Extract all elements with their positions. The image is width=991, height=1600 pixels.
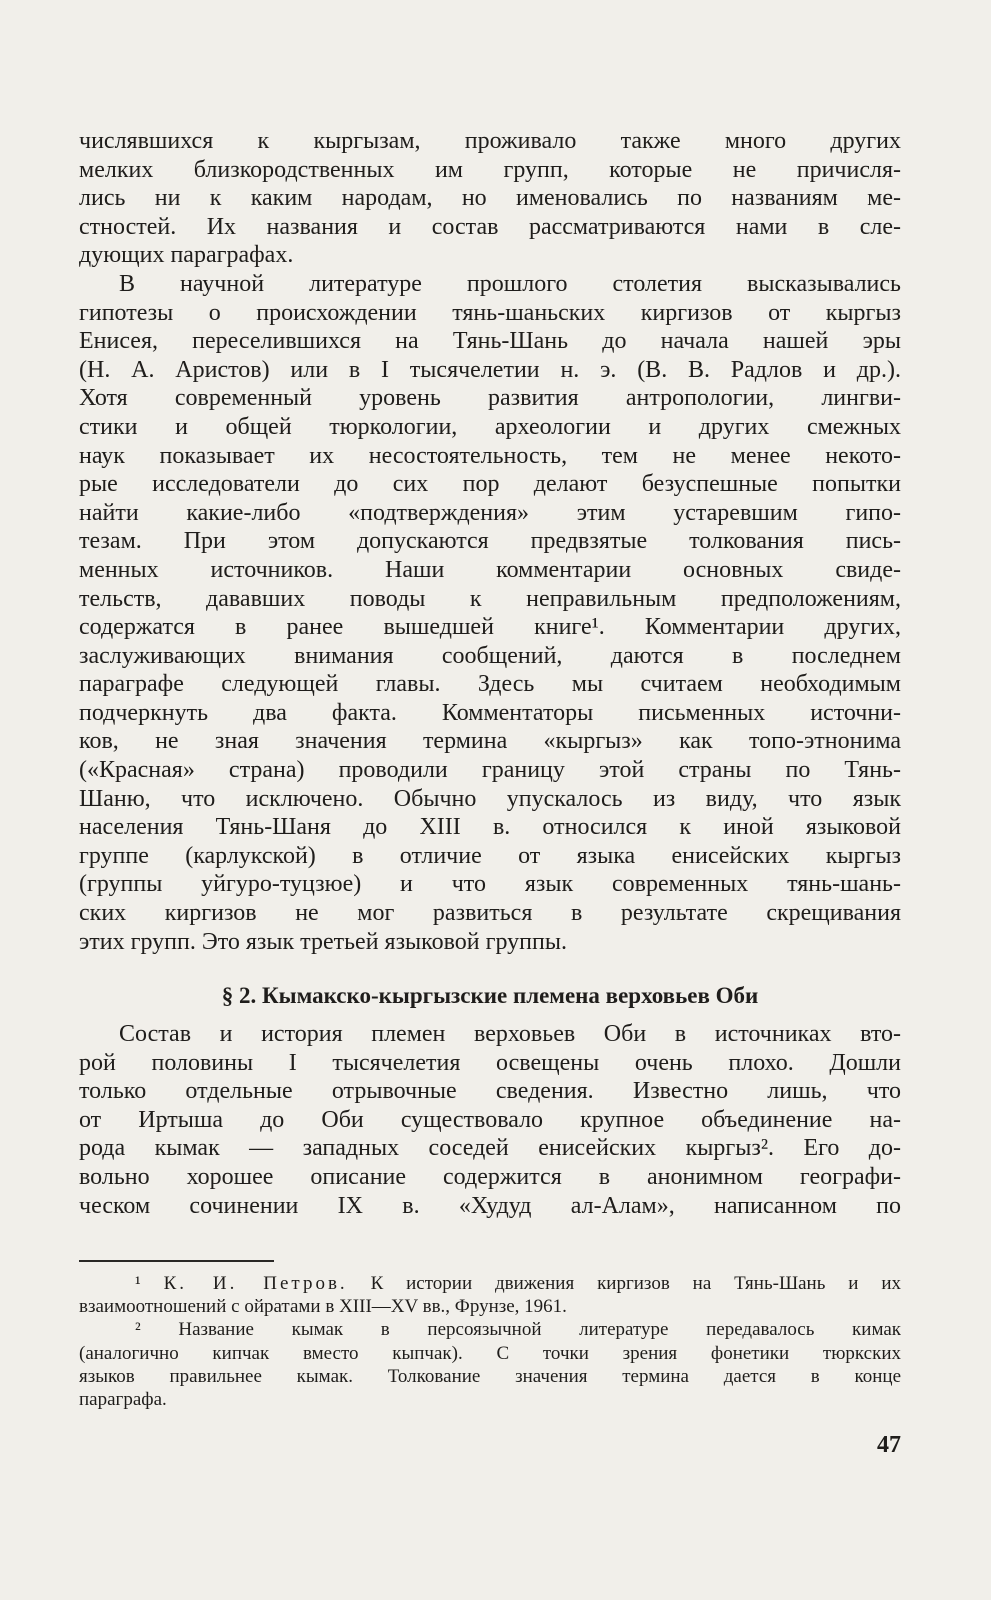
text-line: вольно хорошее описание содержится в анонимном географи- [79, 1163, 901, 1190]
text-line: параграфе следующей главы. Здесь мы считаем необходимым [79, 671, 901, 698]
text-line: лись ни к каким народам, но именовались по названиям ме- [79, 185, 901, 212]
text-line: менных источников. Наши комментарии основных свиде- [79, 556, 901, 583]
text-line: подчеркнуть два факта. Комментаторы письменных источни- [79, 699, 901, 726]
text-line: рой половины I тысячелетия освещены очень плохо. Дошли [79, 1049, 901, 1076]
text-line: стностей. Их названия и состав рассматриваются нами в сле- [79, 213, 901, 240]
footnotes [79, 1272, 901, 1411]
text-line: В научной литературе прошлого столетия высказывались [119, 270, 901, 297]
text-line: населения Тянь-Шаня до XIII в. относился к иной языковой [79, 814, 901, 841]
text-line: гипотезы о происхождении тянь-шаньских киргизов от кыргыз [79, 299, 901, 326]
text-line: только отдельные отрывочные сведения. Известно лишь, что [79, 1078, 901, 1105]
section-heading: § 2. Кымакско-кыргызские племена верховьев Оби [221, 983, 759, 1008]
text-line: тезам. При этом допускаются предвзятые толкования пись- [79, 528, 901, 555]
text-line: стики и общей тюркологии, археологии и других смежных [79, 413, 901, 440]
footnote-2-line: языков правильнее кымак. Толкование значения термина дается в конце [79, 1365, 901, 1387]
text-line: этих групп. Это язык третьей языковой группы. [79, 928, 567, 955]
footnote-1-line [79, 1272, 901, 1295]
text-line: ков, не зная значения термина «кыргыз» как топо-этнонима [79, 728, 901, 755]
footnote-author: К. И. Петров. [163, 1273, 348, 1294]
paragraph-section-2 [79, 1020, 901, 1220]
text-line: ских киргизов не мог развиться в результате скрещивания [79, 900, 901, 927]
text-line: дующих параграфах. [79, 242, 294, 269]
footnote-2-line: параграфа. [79, 1388, 167, 1410]
text-line: Хотя современный уровень развития антропологии, лингви- [79, 385, 901, 412]
text-line: заслуживающих внимания сообщений, даются в последнем [79, 642, 901, 669]
text-line: (Н. А. Аристов) или в I тысячелетии н. э. (В. В. Радлов и др.). [79, 356, 901, 383]
paragraph-continuation [79, 127, 901, 956]
text-line: мелких близкородственных им групп, которые не причисля- [79, 156, 901, 183]
footnote-divider [79, 1260, 274, 1262]
text-line: Енисея, переселившихся на Тянь-Шань до начала нашей эры [79, 328, 901, 355]
text-line: группе (карлукской) в отличие от языка енисейских кыргыз [79, 842, 901, 869]
text-line: содержатся в ранее вышедшей книге¹. Комментарии других, [79, 614, 901, 641]
footnote-2-line: (аналогично кипчак вместо кыпчак). С точки зрения фонетики тюркских [79, 1342, 901, 1364]
text-line: Состав и история племен верховьев Оби в источниках вто- [119, 1021, 901, 1047]
text-line: («Красная» страна) проводили границу этой страны по Тянь- [79, 757, 901, 784]
text-line: числявшихся к кыргызам, проживало также много других [79, 128, 901, 154]
text-line: тельств, дававших поводы к неправильным предположениям, [79, 585, 901, 612]
text-line: наук показывает их несостоятельность, тем не менее некото- [79, 442, 901, 469]
page-number: 47 [877, 1432, 901, 1458]
text-line: от Иртыша до Оби существовало крупное объединение на- [79, 1106, 901, 1133]
text-line: рода кымак — западных соседей енисейских кыргыз². Его до- [79, 1135, 901, 1162]
footnote-marker: ¹ [135, 1273, 141, 1294]
text-line: найти какие-либо «подтверждения» этим устаревшим гипо- [79, 499, 901, 526]
footnote-text: К истории движения киргизов на Тянь-Шань и их [370, 1273, 901, 1294]
text-line: ческом сочинении IX в. «Худуд ал-Алам», написанном по [79, 1192, 901, 1219]
text-line: рые исследователи до сих пор делают безуспешные попытки [79, 471, 901, 498]
footnote-2-line: ² Название кымак в персоязычной литературе передавалось кимак [135, 1319, 901, 1341]
text-line: Шаню, что исключено. Обычно упускалось из виду, что язык [79, 785, 901, 812]
text-line: (группы уйгуро-туцзюе) и что язык современных тянь-шань- [79, 871, 901, 898]
footnote-1-line: взаимоотношений с ойратами в XIII—XV вв., Фрунзе, 1961. [79, 1296, 567, 1318]
